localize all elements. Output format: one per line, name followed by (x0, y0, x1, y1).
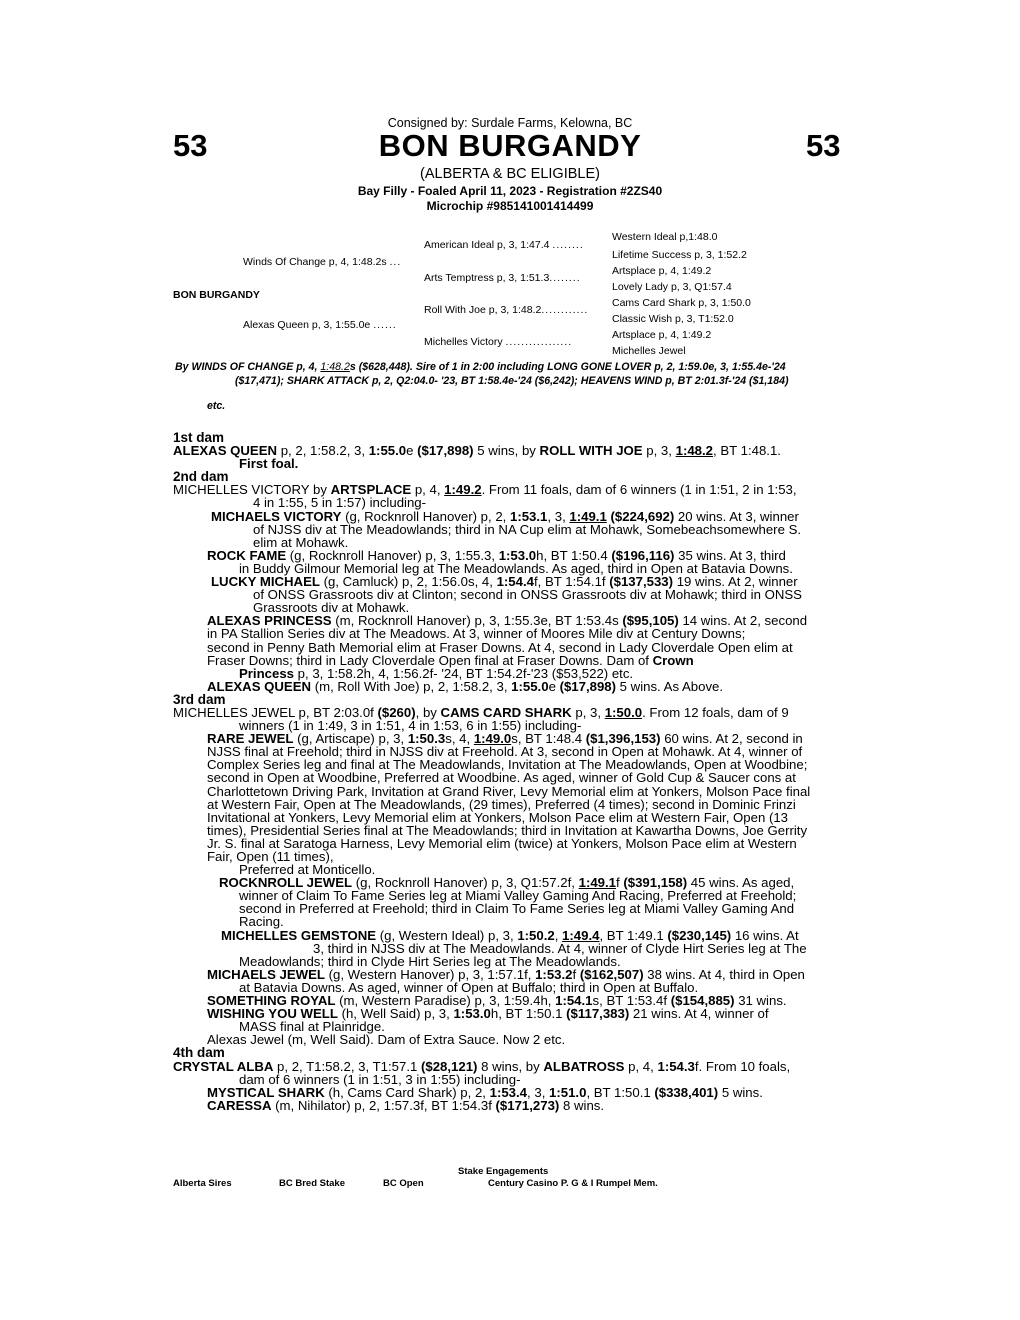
text: , 3, (527, 1084, 550, 1100)
produce-caressa (173, 1099, 853, 1112)
text: , (554, 927, 563, 943)
female-family (173, 431, 853, 1112)
text: (g, Western Ideal) p, 3, (376, 927, 518, 943)
produce-text: in PA Stallion Series div at The Meadows. At 3, winner of Moores Mile div at Century Downs; (207, 626, 746, 642)
text: f. From 10 foals, (694, 1058, 791, 1074)
fourth-dam-heading: 4th dam (173, 1045, 225, 1061)
text: By WINDS OF CHANGE p, 4, (175, 361, 321, 373)
produce-text: elim at Mohawk. (253, 534, 349, 550)
sire-summary-line-1 (175, 360, 789, 374)
text: MICHAELS JEWEL (207, 966, 325, 982)
text: p, 2, T1:58.2, 3, T1:57.1 (273, 1058, 421, 1074)
text: 31 wins. (734, 993, 787, 1009)
text: (g, Western Hanover) p, 3, 1:57.1f, (324, 966, 536, 982)
text: 1:49.1 (578, 875, 617, 891)
text: 1:49.2 (444, 482, 482, 498)
text: 1:48.2 (675, 443, 714, 459)
produce-michaels-victory (173, 510, 853, 523)
first-dam-heading: 1st dam (173, 430, 225, 445)
produce-text: winner of Claim To Fame Series leg at Miami Valley Gaming And Racing, Preferred at Freehold; (239, 888, 797, 904)
text: (g, Rocknroll Hanover) p, 3, Q1:57.2f, (352, 875, 579, 891)
produce-michelles-gemstone (173, 929, 853, 942)
text: 1:51.0 (549, 1084, 587, 1100)
produce-text: Complex Series leg and final at The Meadowlands, Invitation at The Meadowlands, Open at Woodbine; (207, 757, 808, 773)
stake-engagements-title: Stake Engagements (458, 1166, 549, 1177)
text: 1:50.3 (407, 731, 446, 747)
pedigree-label: American Ideal p, 3, 1:47.4 (424, 239, 550, 251)
description-line: Bay Filly - Foaled April 11, 2023 - Registration #2ZS40 (357, 184, 663, 198)
pedigree-sire-sire (424, 239, 584, 251)
text: MICHELLES JEWEL p, BT 2:03.0f (173, 704, 378, 720)
text: ($28,121) (420, 1058, 478, 1074)
produce-text: MASS final at Plainridge. (239, 1019, 385, 1035)
text: ($224,692) (606, 508, 675, 524)
pedigree-sire (243, 256, 401, 268)
pedigree-ggp-1: Western Ideal p,1:48.0 (612, 231, 718, 243)
text: Crown (652, 652, 694, 668)
second-dam-heading: 2nd dam (173, 469, 229, 485)
pedigree-dam (243, 319, 397, 331)
produce-text: Fair, Open (11 times), (207, 849, 334, 864)
text: p, 2, 1:58.2, 3, (277, 443, 369, 459)
text: 1:48.2 (320, 361, 350, 373)
produce-text: of NJSS div at The Meadowlands; third in NA Cup elim at Mohawk, Somebeachsomewhere S. (253, 521, 802, 537)
text: e (406, 443, 418, 459)
pedigree-label: Arts Temptress p, 3, 1:51.3 (424, 272, 550, 284)
text: 60 wins. At 2, second in (660, 731, 803, 747)
pedigree-ggp-4: Lovely Lady p, 3, Q1:57.4 (612, 281, 732, 293)
text: (h, Cams Card Shark) p, 2, (324, 1084, 490, 1100)
third-dam-heading: 3rd dam (173, 691, 226, 707)
pedigree-dots: ........ (552, 239, 584, 251)
pedigree-dots: ................. (505, 336, 573, 348)
text: 1:54.3 (657, 1058, 695, 1074)
text: WISHING YOU WELL (207, 1006, 338, 1022)
engagement-item: Alberta Sires (173, 1178, 232, 1189)
text: 8 wins, by (477, 1058, 544, 1074)
text: ($154,885) (670, 993, 735, 1009)
text: ($17,898) (417, 443, 474, 459)
text: 1:53.0 (453, 1006, 491, 1022)
pedigree-ggp-6: Classic Wish p, 3, T1:52.0 (612, 313, 734, 325)
produce-michaels-jewel (173, 968, 853, 981)
text: e (548, 678, 560, 694)
text: (g, Camluck) p, 2, 1:56.0s, 4, (319, 574, 497, 590)
text: , BT 1:48.1. (713, 443, 781, 459)
produce-text: Preferred at Monticello. (239, 862, 376, 878)
pedigree-sire-dam (424, 272, 581, 284)
produce-text: Jr. S. final at Saratoga Harness, Levy Memorial elim (twice) at Yonkers, Molson Pace elim at Western (207, 835, 797, 851)
produce-text: of ONSS Grassroots div at Clinton; second in ONSS Grassroots div at Mohawk; third in ONSS (253, 587, 802, 603)
text: ($1,396,153) (585, 731, 661, 747)
produce-text: second in Open at Woodbine, Preferred at Woodbine. As aged, winner of Gold Cup & Saucer cons at (207, 770, 796, 786)
text: p, 3, (642, 443, 676, 459)
text: ROLL WITH JOE (539, 443, 643, 459)
text: s, BT 1:48.4 (511, 731, 586, 747)
text: ROCK FAME (207, 547, 287, 563)
text: (g, Rocknroll Hanover) p, 2, (341, 508, 510, 524)
produce-text: Invitational at Yonkers, Levy Memorial elim at Yonkers, Molson Pace elim at Western Fair, Open (13 (207, 809, 789, 825)
text: 1:53.1 (510, 508, 548, 524)
text: 16 wins. At (731, 927, 799, 943)
produce-text: Racing. (239, 914, 284, 930)
pedigree-label: Michelles Victory (424, 336, 503, 348)
text: ($137,533) (609, 574, 674, 590)
engagement-item: Century Casino P. G & I Rumpel Mem. (488, 1178, 658, 1189)
text: ($196,116) (611, 547, 675, 563)
text: (m, Roll With Joe) p, 2, 1:58.2, 3, (311, 678, 512, 694)
text: MICHAELS VICTORY (211, 508, 342, 524)
pedigree-subject: BON BURGANDY (173, 289, 260, 301)
text: ALEXAS QUEEN (207, 678, 312, 694)
produce-alexas-queen (173, 680, 853, 693)
pedigree-dots: ...... (373, 319, 397, 331)
pedigree-dots: ... (389, 256, 402, 268)
eligibility-line: (ALBERTA & BC ELIGIBLE) (420, 166, 600, 182)
text: ($338,401) (654, 1084, 719, 1100)
pedigree-ggp-7: Artsplace p, 4, 1:49.2 (612, 329, 712, 341)
text: (h, Well Said) p, 3, (337, 1006, 454, 1022)
text: Fraser Downs; third in Lady Cloverdale Open final at Fraser Downs. Dam of (207, 652, 653, 668)
text: 8 wins. (559, 1097, 605, 1113)
text: (g, Artiscape) p, 3, (293, 731, 408, 747)
produce-rock-fame (173, 549, 853, 562)
text: , by (415, 704, 441, 720)
text: f (616, 875, 624, 891)
text: s, 4, (445, 731, 474, 747)
text: ROCKNROLL JEWEL (219, 875, 353, 891)
text: ALEXAS PRINCESS (207, 613, 332, 629)
microchip-line: Microchip #985141001414499 (426, 199, 594, 213)
engagement-item: BC Open (383, 1178, 424, 1189)
text: p, 4, (624, 1058, 658, 1074)
text: 20 wins. At 3, winner (674, 508, 799, 524)
text: Princess (239, 665, 294, 681)
text: 1:50.2 (517, 927, 555, 943)
text: MYSTICAL SHARK (207, 1084, 325, 1100)
text: 1:50.0 (604, 704, 643, 720)
engagement-item: BC Bred Stake (279, 1178, 345, 1189)
produce-text: second in Preferred at Freehold; third in Claim To Fame Series leg at Miami Valley Gaming And (239, 901, 795, 917)
text: 1:49.1 (569, 508, 607, 524)
horse-name-title: BON BURGANDY (378, 128, 642, 163)
text: ALEXAS QUEEN (173, 443, 278, 459)
pedigree-ggp-3: Artsplace p, 4, 1:49.2 (612, 265, 712, 277)
text: f, BT 1:54.1f (533, 574, 610, 590)
produce-text: NJSS final at Freehold; third in NJSS div at Freehold. At 3, second in Open at Mohawk. At 4, winner of (207, 744, 803, 760)
sire-summary-line-2: ($17,471); SHARK ATTACK p, 2, Q2:04.0- '23, BT 1:58.4e-'24 ($6,242); HEAVENS WIND p, BT 2:01.3f-'24 ($1,184) (235, 375, 789, 387)
consignor-line: Consigned by: Surdale Farms, Kelowna, BC (387, 116, 633, 130)
text: . From 12 foals, dam of 9 (642, 704, 789, 720)
produce-text: in Buddy Gilmour Memorial leg at The Meadowlands. As aged, third in Open at Batavia Downs. (239, 560, 793, 576)
produce-alexas-jewel: Alexas Jewel (m, Well Said). Dam of Extra Sauce. Now 2 etc. (207, 1032, 566, 1048)
pedigree-ggp-2: Lifetime Success p, 3, 1:52.2 (612, 249, 747, 261)
text: , BT 1:49.1 (599, 927, 668, 943)
pedigree-dots: ............ (541, 304, 589, 316)
pedigree-dam-label: Alexas Queen p, 3, 1:55.0e (243, 319, 371, 331)
text: s, BT 1:53.4f (592, 993, 671, 1009)
fourth-dam-line (173, 1060, 853, 1073)
produce-text: at Western Fair, Open at The Meadowlands, (29 times), Preferred (4 times); second in Dominic Frinzi (207, 796, 796, 812)
text: ARTSPLACE (330, 482, 412, 498)
text: 35 wins. At 3, third (674, 547, 786, 563)
text: (m, Western Paradise) p, 3, 1:59.4h, (335, 993, 556, 1009)
text: 1:53.4 (489, 1084, 528, 1100)
text: MICHELLES VICTORY by (173, 482, 331, 498)
produce-text: Charlottetown Driving Park, Invitation at Grand River, Levy Memorial elim at Yonkers, Molson Pace final (207, 783, 811, 799)
pedigree-dam-dam (424, 336, 572, 348)
text: ($17,898) (559, 678, 617, 694)
text: 19 wins. At 2, winner (673, 574, 798, 590)
produce-text: at Batavia Downs. As aged, winner of Open at Buffalo; third in Open at Buffalo. (239, 979, 699, 995)
pedigree-ggp-5: Cams Card Shark p, 3, 1:50.0 (612, 297, 751, 309)
text: 1:54.4 (496, 574, 534, 590)
produce-text: Meadowlands; third in Clyde Hirt Series leg at The Meadowlands. (239, 953, 621, 969)
text: 1:55.0 (511, 678, 549, 694)
sire-summary (175, 360, 789, 413)
text: (m, Nihilator) p, 2, 1:57.3f, BT 1:54.3f (271, 1097, 496, 1113)
text: 1:49.0 (473, 731, 512, 747)
text: (m, Rocknroll Hanover) p, 3, 1:55.3e, BT 1:53.4s (331, 613, 623, 629)
text: p, 4, (411, 482, 445, 498)
pedigree-dots: ........ (549, 272, 581, 284)
second-dam-line-2: 4 in 1:55, 5 in 1:57) including- (253, 495, 427, 511)
text: ($230,145) (667, 927, 732, 943)
text: 5 wins, by (473, 443, 540, 459)
text: 38 wins. At 4, third in Open (643, 966, 805, 982)
text: h, BT 1:50.4 (536, 547, 612, 563)
text: . From 11 foals, dam of 6 winners (1 in 1:51, 2 in 1:53, (481, 482, 797, 498)
text: 1:53.0 (498, 547, 537, 563)
text: ($260) (377, 704, 416, 720)
text: s ($628,448). Sire of 1 in 2:00 including LONG GONE LOVER p, 2, 1:59.0e, 3, 1:55.4e-'24 (349, 361, 786, 373)
pedigree-sire-label: Winds Of Change p, 4, 1:48.2s (243, 256, 387, 268)
first-dam-note: First foal. (239, 456, 299, 472)
sire-summary-line-3: etc. (207, 400, 226, 412)
pedigree-label: Roll With Joe p, 3, 1:48.2 (424, 304, 542, 316)
text: ($95,105) (622, 613, 679, 629)
text: CAMS CARD SHARK (440, 704, 572, 720)
lot-number-left: 53 (173, 128, 208, 163)
text: (g, Rocknroll Hanover) p, 3, 1:55.3, (286, 547, 499, 563)
produce-text: times), Presidential Series final at The Meadowlands; third in Invitation at Kawartha Downs, Joe Gerrity (207, 822, 808, 838)
text: p, 3, 1:58.2h, 4, 1:56.2f- '24, BT 1:54.2f-'23 ($53,522) etc. (294, 665, 634, 681)
produce-text: 3, third in NJSS div at The Meadowlands. At 4, winner of Clyde Hirt Series leg at The (313, 940, 807, 956)
text: 5 wins. (718, 1084, 763, 1100)
text: LUCKY MICHAEL (211, 574, 320, 590)
text: , 3, (547, 508, 570, 524)
text: 1:49.4 (562, 927, 600, 943)
pedigree-ggp-8: Michelles Jewel (612, 345, 686, 357)
text: , BT 1:50.1 (586, 1084, 655, 1100)
text: 21 wins. At 4, winner of (629, 1006, 769, 1022)
text: 1:55.0 (368, 443, 407, 459)
fourth-dam-line-2: dam of 6 winners (1 in 1:51, 3 in 1:55) including- (239, 1071, 521, 1087)
produce-text: second in Penny Bath Memorial elim at Fraser Downs. At 4, second in Lady Cloverdale Open elim at (207, 639, 793, 655)
text: MICHELLES GEMSTONE (221, 927, 377, 943)
text: 1:53.2 (535, 966, 573, 982)
text: SOMETHING ROYAL (207, 993, 336, 1009)
text: CRYSTAL ALBA (173, 1058, 274, 1074)
text: ($391,158) (623, 875, 688, 891)
text: h, BT 1:50.1 (490, 1006, 567, 1022)
text: f (572, 966, 580, 982)
lot-number-right: 53 (806, 128, 841, 163)
text: RARE JEWEL (207, 731, 294, 747)
text: ($162,507) (579, 966, 644, 982)
pedigree-dam-sire (424, 304, 588, 316)
text: 45 wins. As aged, (687, 875, 795, 891)
text: 14 wins. At 2, second (678, 613, 808, 629)
text: 1:54.1 (555, 993, 593, 1009)
text: 5 wins. As Above. (616, 678, 724, 694)
text: ($171,273) (495, 1097, 560, 1113)
produce-text: Grassroots div at Mohawk. (253, 600, 410, 616)
third-dam-line-2: winners (1 in 1:49, 3 in 1:51, 4 in 1:53, 6 in 1:55) including- (239, 718, 582, 734)
text: p, 3, (571, 704, 605, 720)
text: CARESSA (207, 1097, 272, 1113)
text: ALBATROSS (543, 1058, 625, 1074)
text: ($117,383) (566, 1006, 630, 1022)
